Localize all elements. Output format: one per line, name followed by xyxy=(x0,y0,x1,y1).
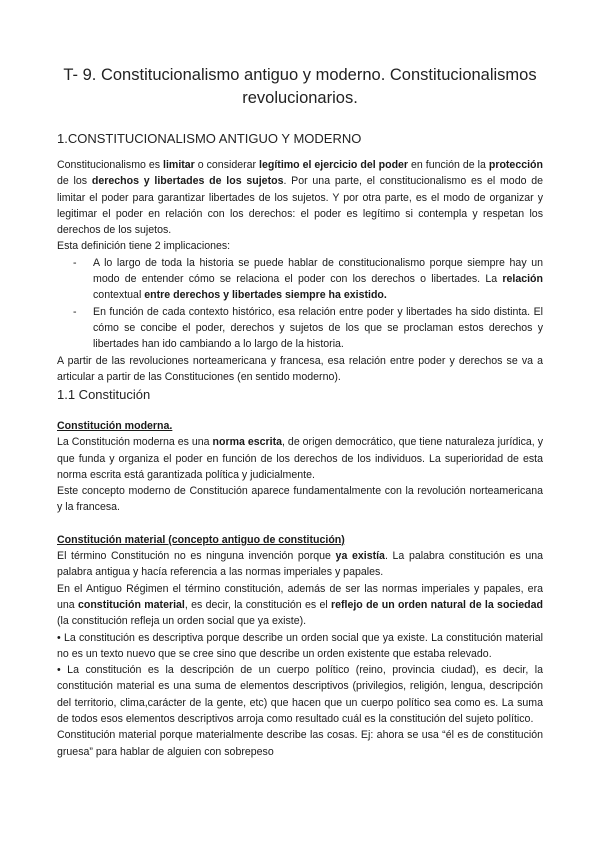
paragraph xyxy=(57,353,543,386)
dash-bullet-icon: - xyxy=(73,305,77,318)
paragraph xyxy=(57,434,543,483)
text: En el Antiguo Régimen el término constitución, además de ser las normas imperiales y papales, era una xyxy=(57,582,543,611)
implications-list xyxy=(57,255,543,353)
bold-text: constitución material xyxy=(77,598,185,611)
bold-text: reflejo de un orden natural de la sociedad xyxy=(330,598,543,611)
dash-bullet-icon: - xyxy=(73,256,77,269)
paragraph xyxy=(57,548,543,581)
bold-text: entre derechos y libertades siempre ha existido. xyxy=(144,289,387,302)
text: en función de la xyxy=(408,159,489,171)
text: (la constitución refleja un orden social que ya existe). xyxy=(57,615,307,628)
material-paragraphs xyxy=(57,548,543,760)
paragraph xyxy=(57,727,543,760)
text: A lo largo de toda la historia se puede hablar de constitucionalismo porque siempre hay un modo de entender cómo se relaciona el poder con los derechos o libertades. La xyxy=(93,256,543,286)
list-item xyxy=(57,304,543,353)
text: A partir de las revoluciones norteamericana y francesa, esa relación entre poder y derechos se va a articular a partir de las Constituciones (en sentido moderno). xyxy=(57,354,543,383)
text: contextual xyxy=(93,289,145,302)
closing-paragraph xyxy=(57,353,543,386)
document-title: T- 9. Constitucionalismo antiguo y moderno. Constitucionalismos revolucionarios. xyxy=(63,66,537,107)
bold-text: limitar xyxy=(163,159,195,171)
text: Constitución material porque materialmente describe las cosas. Ej: ahora se usa “él es de constitución gruesa” para hablar de alguien con sobrepeso xyxy=(57,729,543,758)
text: • La constitución es descriptiva porque describe un orden social que ya existe. La constitución material no es un texto nuevo que se cree sino que describe un orden existente que estaba relevado. xyxy=(57,631,543,660)
paragraph xyxy=(57,238,543,254)
bold-text: derechos y libertades de los sujetos xyxy=(91,175,284,188)
paragraph xyxy=(57,483,543,516)
text: . La palabra constitución es una palabra antigua y hacía referencia a las normas imperiales y papales. xyxy=(57,550,543,579)
intro-paragraphs xyxy=(57,157,543,255)
paragraph xyxy=(57,662,543,727)
subsection-heading: 1.1 Constitución xyxy=(57,387,151,402)
text: . Por una parte, el constitucionalismo es el modo de limitar el poder para garantizar libertades de los sujetos. Y por otra parte, es el modo de organizar y legitimar el poder en relación con los derechos: el poder es legítimo si contempla y respetan los derechos de los sujetos. xyxy=(57,175,544,237)
text: , es decir, la constitución es el xyxy=(184,598,331,611)
bold-text: relación xyxy=(502,273,543,286)
text: El término Constitución no es ninguna invención porque xyxy=(57,550,336,563)
section1-body xyxy=(57,157,543,385)
moderna-title: Constitución moderna. xyxy=(57,420,173,432)
text: Constitucionalismo es xyxy=(57,159,164,171)
text: En función de cada contexto histórico, esa relación entre poder y libertades ha sido distinta. El cómo se concibe el poder, derechos y sujetos de los que se proclaman estos derechos y libertades han ido cambiando a lo largo de la historia. xyxy=(93,305,543,351)
bold-text: protección xyxy=(488,159,543,171)
paragraph xyxy=(57,157,543,238)
bold-text: ya existía xyxy=(335,550,385,563)
moderna-paragraphs xyxy=(57,434,543,515)
text: La Constitución moderna es una xyxy=(57,436,213,449)
text: de los xyxy=(57,175,92,188)
bold-text: legítimo el ejercicio del poder xyxy=(259,159,409,171)
text: Este concepto moderno de Constitución aparece fundamentalmente con la revolución norteamericana y la francesa. xyxy=(57,485,543,514)
paragraph xyxy=(57,581,543,630)
text: • La constitución es la descripción de un cuerpo político (reino, provincia ciudad), es decir, la constitución material es una suma de elementos descriptivos (privilegios, religión, lengua, descripción del territorio, clima,carácter de la gente, etc) que hacen que un cuerpo político sea como es. La suma de todos esos elementos descriptivos arroja como resultado cuál es la constitución del sujeto político. xyxy=(57,664,543,726)
text: , de origen democrático, que tiene naturaleza jurídica, y que funda y organiza el poder en función de los derechos de los individuos. La superioridad de esta norma escrita está garantizada política y judicialmente. xyxy=(57,436,543,481)
text: Esta definición tiene 2 implicaciones: xyxy=(57,240,231,253)
paragraph xyxy=(57,630,543,663)
section2-body xyxy=(57,418,543,760)
text: o considerar xyxy=(194,159,260,171)
section-heading: 1.CONSTITUCIONALISMO ANTIGUO Y MODERNO xyxy=(57,131,362,146)
bold-text: norma escrita xyxy=(212,436,283,449)
material-title: Constitución material (concepto antiguo de constitución) xyxy=(57,533,345,546)
list-item xyxy=(57,255,543,304)
